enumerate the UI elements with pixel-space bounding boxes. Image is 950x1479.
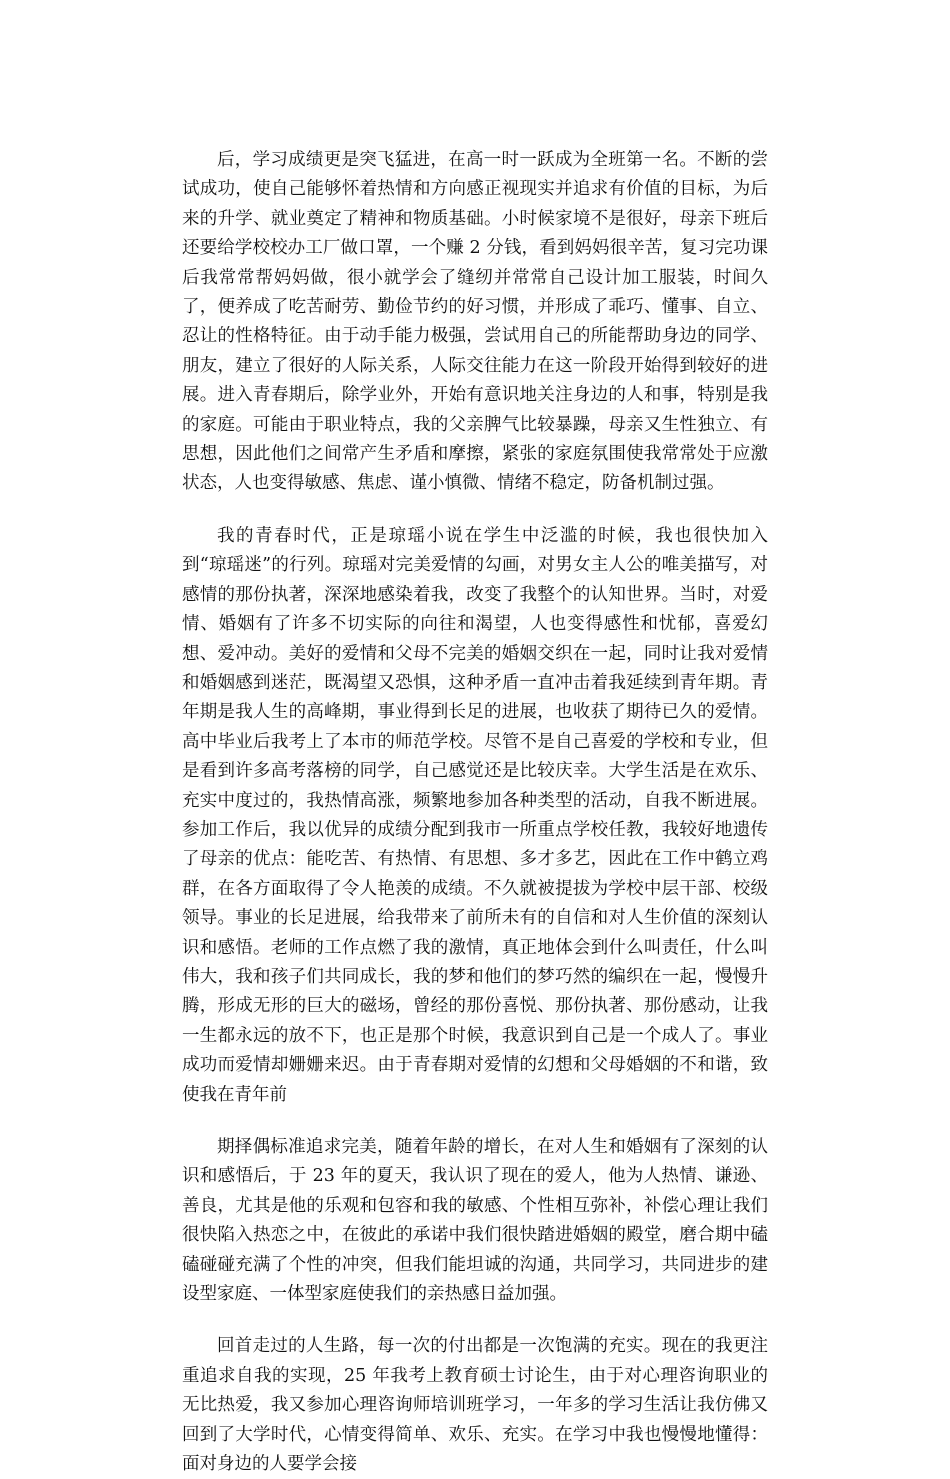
paragraph-1: 后，学习成绩更是突飞猛进，在高一时一跃成为全班第一名。不断的尝试成功，使自己能够怀着热情和方向感正视现实并追求有价值的目标，为后来的升学、就业奠定了精神和物质基础。小时候家境不是很好，母亲下班后还要给学校校办工厂做口罩，一个赚 2 分钱，看到妈妈很辛苦，复习完功课后我常常帮妈妈做，很小就学会了缝纫并常常自己设计加工服装，时间久了，便养成了吃苦耐劳、勤俭节约的好习惯，并形成了乖巧、懂事、自立、忍让的性格特征。由于动手能力极强，尝试用自己的所能帮助身边的同学、朋友，建立了很好的人际关系，人际交往能力在这一阶段开始得到较好的进展。进入青春期后，除学业外，开始有意识地关注身边的人和事，特别是我的家庭。可能由于职业特点，我的父亲脾气比较暴躁，母亲又生性独立、有思想，因此他们之间常产生矛盾和摩擦，紧张的家庭氛围使我常常处于应激状态，人也变得敏感、焦虑、谨小慎微、情绪不稳定，防备机制过强。 xyxy=(182,150,768,494)
paragraph-3: 期择偶标准追求完美，随着年龄的增长，在对人生和婚姻有了深刻的认识和感悟后，于 23 年的夏天，我认识了现在的爱人，他为人热情、谦逊、善良，尤其是他的乐观和包容和我的敏感、个性相互弥补，补偿心理让我们很快陷入热恋之中，在彼此的承诺中我们很快踏进婚姻的殿堂，磨合期中磕磕碰碰充满了个性的冲突，但我们能坦诚的沟通，共同学习，共同进步的建设型家庭、一体型家庭使我们的亲热感日益加强。 xyxy=(182,1137,768,1305)
paragraph-4: 回首走过的人生路，每一次的付出都是一次饱满的充实。现在的我更注重追求自我的实现，25 年我考上教育硕士讨论生，由于对心理咨询职业的无比热爱，我又参加心理咨询师培训班学习，一年多的学习生活让我仿佛又回到了大学时代，心情变得简单、欢乐、充实。在学习中我也慢慢地懂得：面对身边的人要学会接 xyxy=(182,1336,768,1475)
document-body xyxy=(182,146,768,1479)
paragraph-2: 我的青春时代，正是琼瑶小说在学生中泛滥的时候，我也很快加入到“琼瑶迷”的行列。琼瑶对完美爱情的勾画，对男女主人公的唯美描写，对感情的那份执著，深深地感染着我，改变了我整个的认知世界。当时，对爱情、婚姻有了许多不切实际的向往和渴望，人也变得感性和忧郁，喜爱幻想、爱冲动。美好的爱情和父母不完美的婚姻交织在一起，同时让我对爱情和婚姻感到迷茫，既渴望又恐惧，这种矛盾一直冲击着我延续到青年期。青年期是我人生的高峰期，事业得到长足的进展，也收获了期待已久的爱情。高中毕业后我考上了本市的师范学校。尽管不是自己喜爱的学校和专业，但是看到许多高考落榜的同学，自己感觉还是比较庆幸。大学生活是在欢乐、充实中度过的，我热情高涨，频繁地参加各种类型的活动，自我不断进展。参加工作后，我以优异的成绩分配到我市一所重点学校任教，我较好地遗传了母亲的优点：能吃苦、有热情、有思想、多才多艺，因此在工作中鹤立鸡群，在各方面取得了令人艳羡的成绩。不久就被提拔为学校中层干部、校级领导。事业的长足进展，给我带来了前所未有的自信和对人生价值的深刻认识和感悟。老师的工作点燃了我的激情，真正地体会到什么叫责任，什么叫伟大，我和孩子们共同成长，我的梦和他们的梦巧然的编织在一起，慢慢升腾，形成无形的巨大的磁场，曾经的那份喜悦、那份执著、那份感动，让我一生都永远的放不下，也正是那个时候，我意识到自己是一个成人了。事业成功而爱情却姗姗来迟。由于青春期对爱情的幻想和父母婚姻的不和谐，致使我在青年前 xyxy=(182,525,768,1105)
